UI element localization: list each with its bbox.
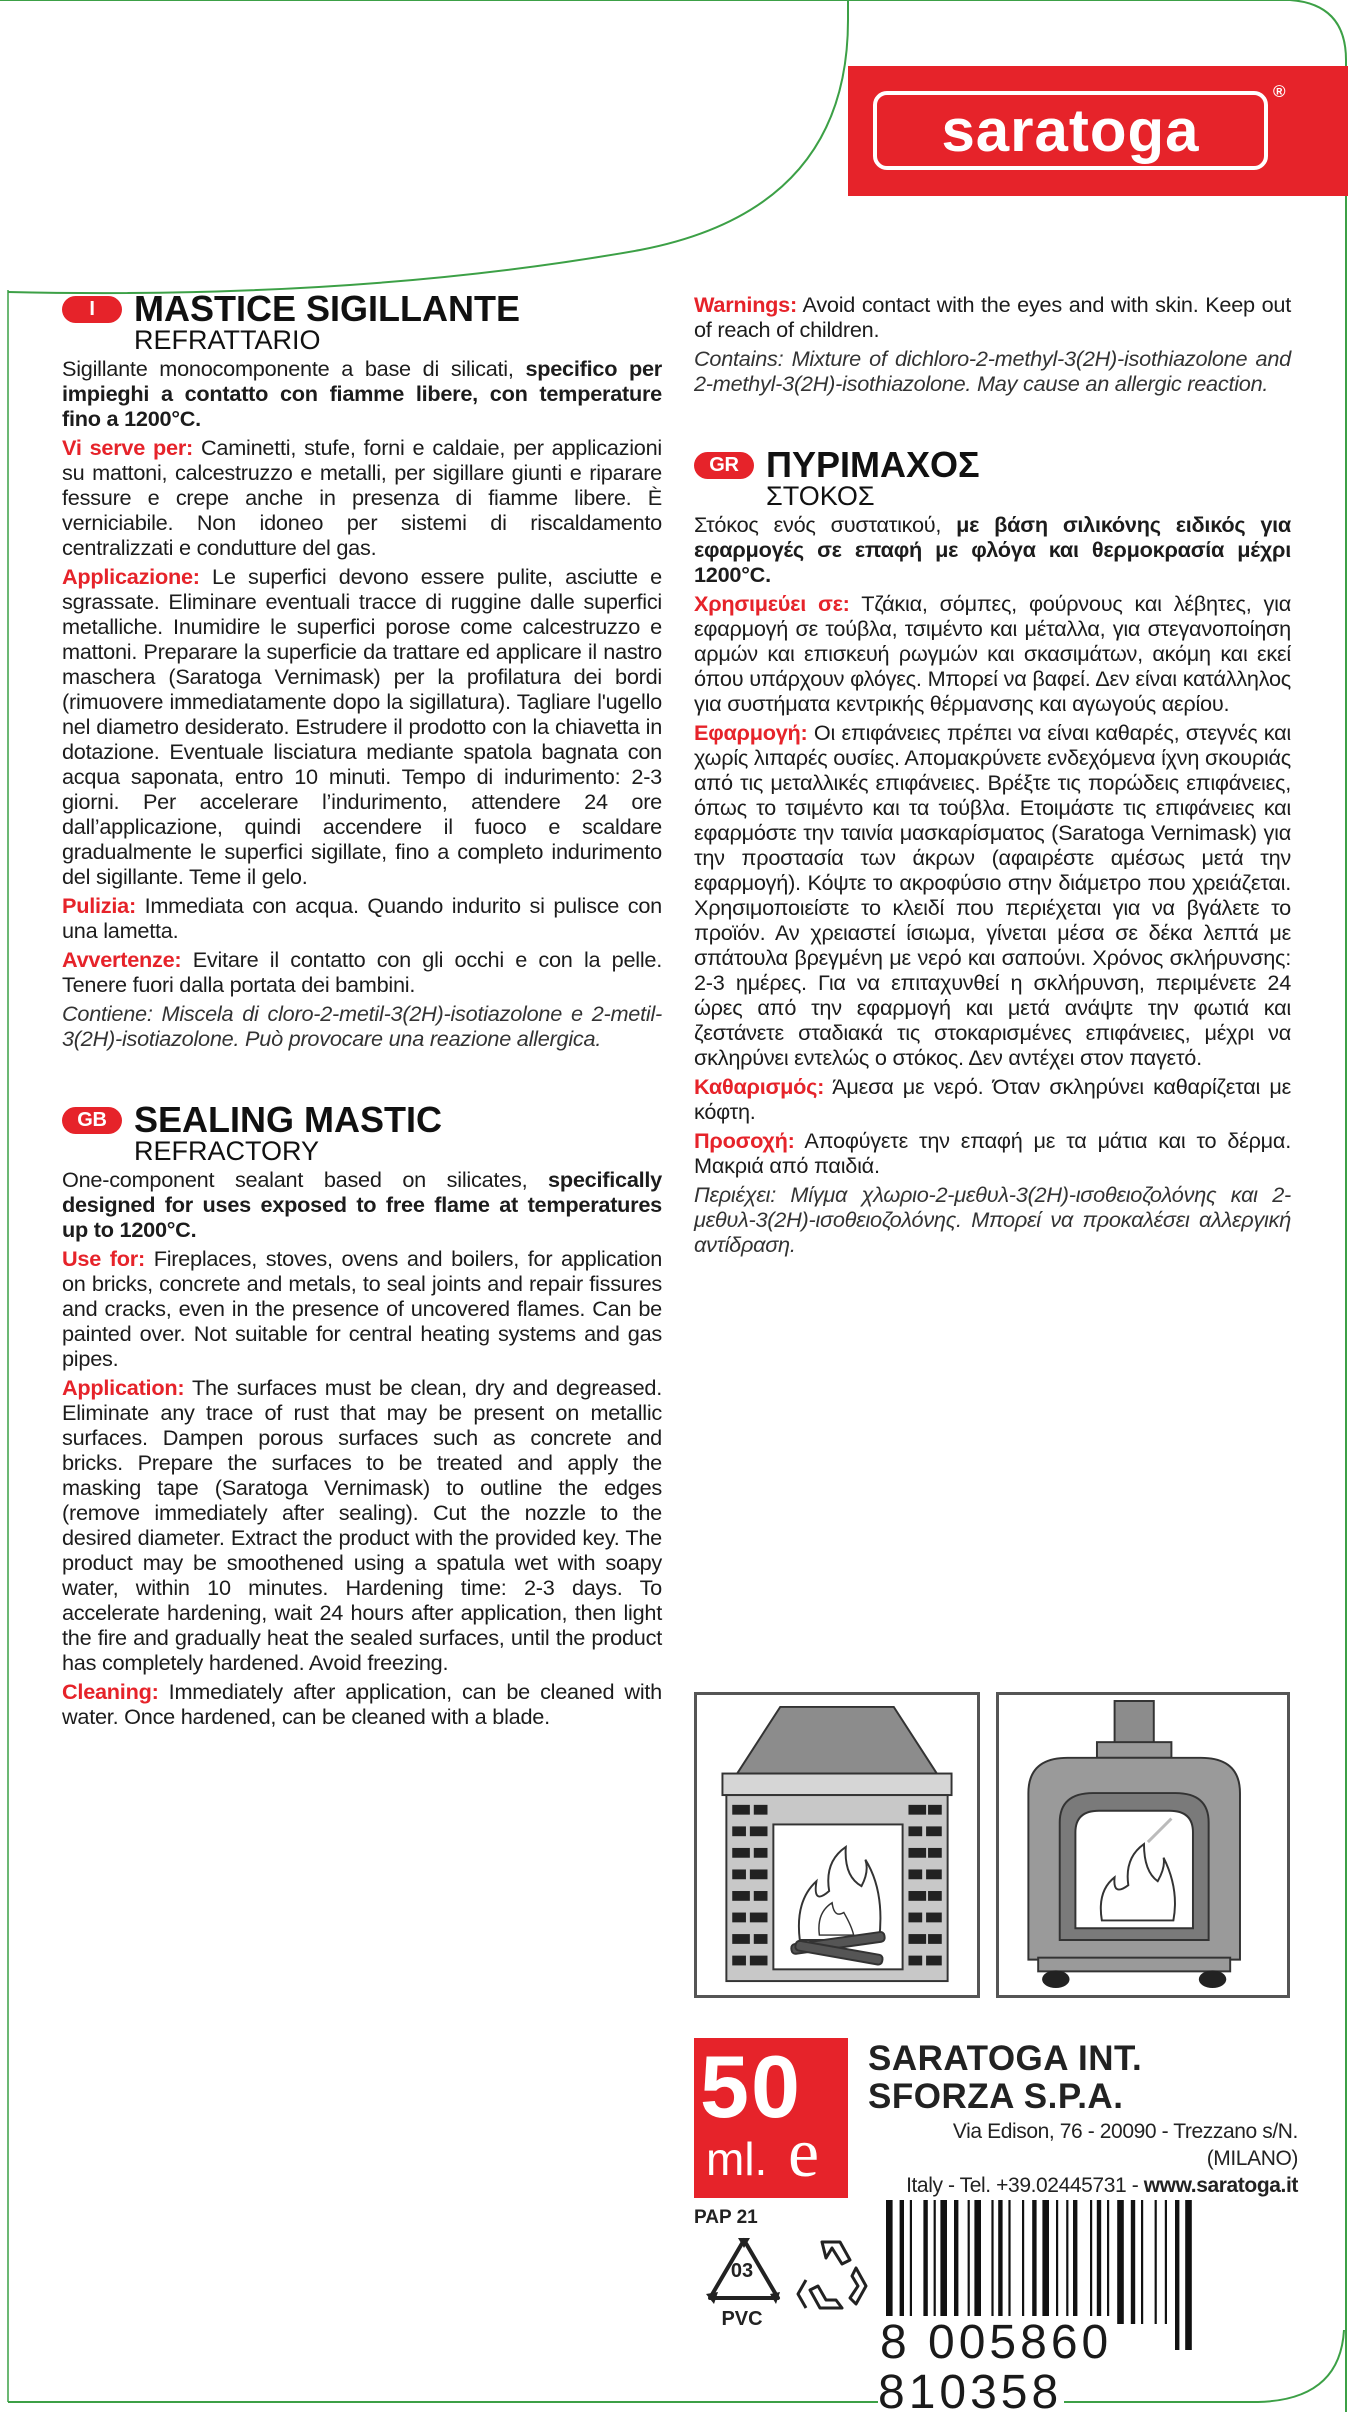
it-use-text: Caminetti, stufe, forni e caldaie, per applicazioni su mattoni, calcestruzzo e metalli, per sigillare giunti e riparare fessure e crepe anche in presenza di fiamme libere. È verniciabile. Non idoneo per sistemi di riscaldamento centralizzati e condutture del gas.	[62, 435, 662, 560]
gr-intro-bold: με βάση σιλικόνης ειδικός για εφαρμογές σε επαφή με φλόγα και θερμοκρασία μέχρι 1200°C.	[694, 512, 1291, 587]
it-warn-text: Evitare il contatto con gli occhi e con la pelle. Tenere fuori dalla portata dei bambini.	[62, 947, 662, 997]
gr-contains-text: Περιέχει: Μίγμα χλωριο-2-μεθυλ-3(2H)-ισοθειοζολόνης και 2-μεθυλ-3(2H)-ισοθειοζολόνης. Μπορεί να προκαλέσει αλλεργική αντίδραση.	[694, 1182, 1291, 1257]
gb-use-label: Use for:	[62, 1246, 145, 1271]
pvc-recycle-mark	[698, 2234, 790, 2330]
saratoga-logo: saratoga	[873, 91, 1268, 170]
gb-subtitle: REFRACTORY	[134, 1136, 320, 1166]
it-app-label: Applicazione:	[62, 564, 200, 589]
recycle-icon	[786, 2228, 878, 2320]
section-header-gb	[62, 1099, 662, 1166]
address-line2	[868, 2172, 1298, 2199]
pvc-label: PVC	[721, 2308, 763, 2330]
gb-contains	[694, 346, 1291, 396]
pvc-number: 03	[730, 2260, 754, 2282]
fireplace-illustration	[694, 1692, 980, 1998]
barcode-digits	[878, 2318, 1290, 2412]
gr-contains	[694, 1182, 1291, 1257]
section-header-gr	[694, 444, 1291, 511]
gr-app-label: Εφαρμογή:	[694, 720, 808, 745]
gb-app-label: Application:	[62, 1375, 185, 1400]
lang-badge-it: I	[62, 296, 122, 323]
it-title: MASTICE SIGILLANTE	[134, 288, 520, 329]
gb-intro-plain: One-component sealant based on silicates,	[62, 1167, 549, 1192]
it-warnings	[62, 947, 662, 997]
gr-warn-label: Προσοχή:	[694, 1128, 795, 1153]
website-link: www.saratoga.it	[1143, 2174, 1298, 2197]
gr-subtitle: ΣΤΟΚΟΣ	[766, 481, 875, 511]
fireplace-icon	[697, 1695, 977, 1995]
gr-cleaning	[694, 1074, 1291, 1124]
gb-contains-text: Contains: Mixture of dichloro-2-methyl-3(2H)-isothiazolone and 2-methyl-3(2H)-isothiazolone. May cause an allergic reaction.	[694, 346, 1291, 396]
gb-intro	[62, 1167, 662, 1242]
gb-warn-text: Avoid contact with the eyes and with skin. Keep out of reach of children.	[694, 292, 1291, 342]
estimated-sign: e	[788, 2115, 820, 2192]
gr-warnings	[694, 1128, 1291, 1178]
gr-application	[694, 720, 1291, 1070]
it-use	[62, 435, 662, 560]
company-name-line2: SFORZA S.P.A.	[868, 2077, 1124, 2116]
it-subtitle: REFRATTARIO	[134, 325, 321, 355]
volume-badge	[694, 2038, 848, 2198]
address-contact: Italy - Tel. +39.02445731 -	[906, 2174, 1144, 2197]
lang-badge-gr: GR	[694, 452, 754, 479]
stove-illustration	[996, 1692, 1290, 1998]
address-line1: Via Edison, 76 - 20090 - Trezzano s/N. (MILANO)	[952, 2120, 1298, 2170]
it-warn-label: Avvertenze:	[62, 947, 182, 972]
lang-badge-gb: GB	[62, 1107, 122, 1134]
gb-app-text: The surfaces must be clean, dry and degreased. Eliminate any trace of rust that may be present on metallic surfaces. Dampen porous surfaces such as concrete and bricks. Prepare the surfaces to be treated and apply the masking tape (Saratoga Vernimask) to outline the edges (remove immediately after sealing). Cut the nozzle to the desired diameter. Extract the product with the provided key. The product may be smoothened using a spatula wet with soapy water, within 10 minutes. Hardening time: 2-3 days. To accelerate hardening, wait 24 hours after application, then light the fire and gradually heat the sealed surfaces, until the product has completely hardened. Avoid freezing.	[62, 1375, 662, 1675]
registered-mark: ®	[1273, 82, 1286, 101]
gb-intro-bold: specifically designed for uses exposed to free flame at temperatures up to 1200°C.	[62, 1167, 662, 1242]
volume-number: 50	[700, 2037, 802, 2136]
gb-application	[62, 1375, 662, 1675]
it-intro-plain: Sigillante monocomponente a base di silicati,	[62, 356, 526, 381]
gr-clean-text: Άμεσα με νερό. Όταν σκληρύνει καθαρίζεται με κόφτη.	[694, 1074, 1291, 1124]
gr-use-text: Τζάκια, σόμπες, φούρνους και λέβητες, για εφαρμογή σε τούβλα, τσιμέντο και μέταλλα, για στεγανοποίηση αρμών και επισκευή ρωγμών και σκασιμάτων, ακόμη και εκεί όπου υπάρχουν φλόγες. Μπορεί να βαφεί. Δεν είναι κατάλληλος για συστήματα κεντρικής θέρμανσης και αγωγούς αερίου.	[694, 591, 1291, 716]
gb-warnings	[694, 292, 1291, 342]
company-name-line1: SARATOGA INT.	[868, 2039, 1143, 2078]
gr-title: ΠΥΡΙΜΑΧΟΣ	[766, 444, 980, 485]
gb-clean-text: Immediately after application, can be cleaned with water. Once hardened, can be cleaned with a blade.	[62, 1679, 662, 1729]
it-cleaning	[62, 893, 662, 943]
volume-unit: ml.	[706, 2133, 768, 2185]
it-clean-text: Immediata con acqua. Quando indurito si pulisce con una lametta.	[62, 893, 662, 943]
gr-intro-plain: Στόκος ενός συστατικού,	[694, 512, 957, 537]
it-application	[62, 564, 662, 889]
column-right	[694, 292, 1291, 1261]
it-intro	[62, 356, 662, 431]
gb-title: SEALING MASTIC	[134, 1099, 443, 1140]
gb-use-text: Fireplaces, stoves, ovens and boilers, for application on bricks, concrete and metals, to seal joints and repair fissures and cracks, even in the presence of uncovered flames. Can be painted over. Not suitable for central heating systems and gas pipes.	[62, 1246, 662, 1371]
stove-icon	[999, 1695, 1287, 1995]
company-name	[868, 2040, 1298, 2116]
section-header-it	[62, 288, 662, 355]
pap-code: PAP 21	[694, 2207, 758, 2228]
it-use-label: Vi serve per:	[62, 435, 193, 460]
brand-bar	[848, 66, 1348, 196]
gb-cleaning	[62, 1679, 662, 1729]
gr-use-label: Χρησιμεύει σε:	[694, 591, 850, 616]
gr-warn-text: Αποφύγετε την επαφή με τα μάτια και το δέρμα. Μακριά από παιδιά.	[694, 1128, 1291, 1178]
it-clean-label: Pulizia:	[62, 893, 136, 918]
gr-clean-label: Καθαρισμός:	[694, 1074, 825, 1099]
gr-app-text: Οι επιφάνειες πρέπει να είναι καθαρές, στεγνές και χωρίς λιπαρές ουσίες. Απομακρύνετε ενδεχόμενα ίχνη σκουριάς από τις μεταλλικές επιφάνειες. Βρέξτε τις πορώδεις επιφάνειες, όπως το τσιμέντο και τα τούβλα. Ετοιμάστε τις επιφάνειες και εφαρμόστε την ταινία μασκαρίσματος (Saratoga Vernimask) για την προστασία των άκρων (αφαιρέστε αμέσως μετά την εφαρμογή). Κόψτε το ακροφύσιο στην διάμετρο που χρειάζεται. Χρησιμοποιείστε το κλειδί που περιέχεται για να βγάλετε το προϊόν. Αν χρειαστεί ίσιωμα, γίνεται μέσα σε δέκα λεπτά με σπάτουλα βρεγμένη με νερό και σαπούνι. Χρόνος σκλήρυνσης: 2-3 ημέρες. Για να επιταχυνθεί η σκλήρυνση, περιμένετε 24 ώρες από την εφαρμογή και μετά ανάψτε την φωτιά και ζεστάνετε σταδιακά τις στοκαρισμένες επιφάνειες, μέχρι να σκληρύνει εντελώς ο στόκος. Δεν αντέχει στον παγετό.	[694, 720, 1291, 1070]
it-contains	[62, 1001, 662, 1051]
gr-intro	[694, 512, 1291, 587]
it-contains-text: Contiene: Miscela di cloro-2-metil-3(2H)-isotiazolone e 2-metil-3(2H)-isotiazolone. Può provocare una reazione allergica.	[62, 1001, 662, 1051]
column-left	[62, 288, 662, 1733]
gb-warn-label: Warnings:	[694, 292, 797, 317]
gr-use	[694, 591, 1291, 716]
company-address	[868, 2118, 1298, 2199]
gb-clean-label: Cleaning:	[62, 1679, 159, 1704]
it-app-text: Le superfici devono essere pulite, asciutte e sgrassate. Eliminare eventuali tracce di ruggine dalle superfici metalliche. Inumidire le superfici porose come calcestruzzo e mattoni. Preparare la superficie da trattare ed applicare il nastro maschera (Saratoga Vernimask) per la profilatura dei bordi (rimuovere immediatamente dopo la sigillatura). Tagliare l'ugello nel diametro desiderato. Estrudere il prodotto con la chiavetta in dotazione. Eventuale lisciatura mediante spatola bagnata con acqua saponata, entro 10 minuti. Tempo di indurimento: 2-3 giorni. Per accelerare l’indurimento, attendere 24 ore dall’applicazione, quindi accendere il fuoco e scaldare gradualmente le superfici sigillate, fino a completo indurimento del sigillante. Teme il gelo.	[62, 564, 662, 889]
it-intro-bold: specifico per impieghi a contatto con fiamme libere, con temperature fino a 1200°C.	[62, 356, 662, 431]
gb-use	[62, 1246, 662, 1371]
barcode-digits-text: 8 005860 810358	[878, 2316, 1112, 2412]
